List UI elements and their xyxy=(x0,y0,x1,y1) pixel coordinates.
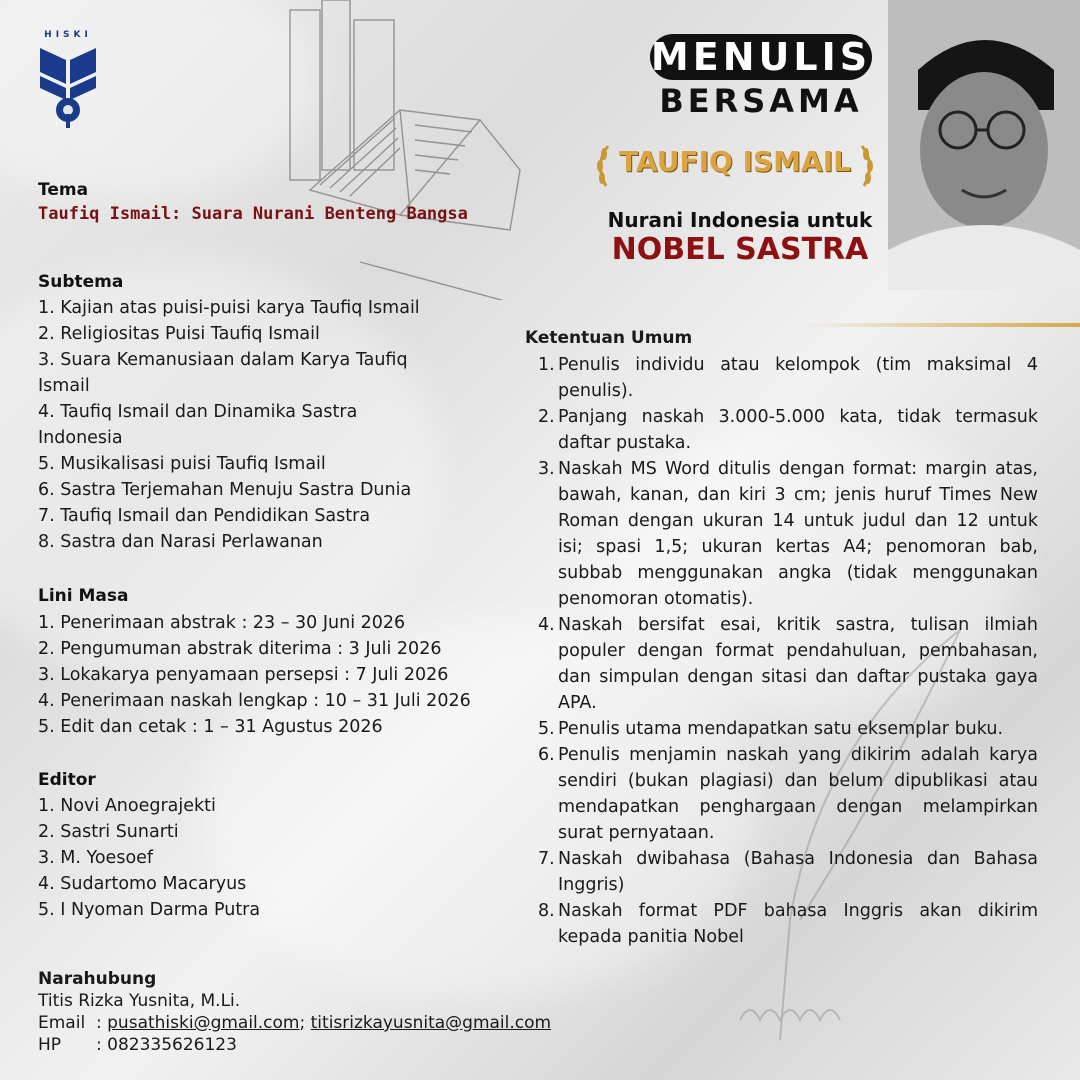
email-joiner: ; xyxy=(299,1013,306,1033)
editor-list xyxy=(38,793,260,923)
item-number: 4. xyxy=(538,615,555,635)
item-text: Penulis individu atau kelompok (tim maksimal 4 penulis). xyxy=(558,355,1038,401)
contact-name: Titis Rizka Yusnita, M.Li. xyxy=(38,991,241,1011)
list-item: 1. Penerimaan abstrak : 23 – 30 Juni 2026 xyxy=(38,613,406,633)
list-item xyxy=(538,898,1038,950)
email-row xyxy=(38,1012,551,1034)
item-text: Naskah dwibahasa (Bahasa Indonesia dan Bahasa Inggris) xyxy=(558,849,1038,895)
list-item: 4. Sudartomo Macaryus xyxy=(38,874,247,894)
item-text: Panjang naskah 3.000-5.000 kata, tidak termasuk daftar pustaka. xyxy=(558,407,1038,453)
list-item: 2. Religiositas Puisi Taufiq Ismail xyxy=(38,324,320,344)
phone-label: HP xyxy=(38,1035,62,1055)
list-item xyxy=(538,742,1038,846)
narahubung-heading: Narahubung xyxy=(38,969,157,989)
ketentuan-list xyxy=(538,352,1038,950)
list-item: 5. I Nyoman Darma Putra xyxy=(38,900,261,920)
item-number: 2. xyxy=(538,407,555,427)
hiski-logo xyxy=(36,30,100,134)
list-item xyxy=(538,716,1038,742)
book-logo-icon xyxy=(36,40,100,130)
list-item: 1. Novi Anoegrajekti xyxy=(38,796,216,816)
list-item: 3. Lokakarya penyamaan persepsi : 7 Juli 2026 xyxy=(38,665,449,685)
email-label: Email xyxy=(38,1013,86,1033)
item-number: 8. xyxy=(538,901,555,921)
list-item: 1. Kajian atas puisi-puisi karya Taufiq Ismail xyxy=(38,298,420,318)
lini-masa-heading: Lini Masa xyxy=(38,586,129,606)
list-item xyxy=(538,612,1038,716)
tema-value: Taufiq Ismail: Suara Nurani Benteng Bangsa xyxy=(38,204,468,224)
list-item xyxy=(538,846,1038,898)
list-item xyxy=(538,456,1038,612)
tema-heading: Tema xyxy=(38,180,89,200)
subtema-heading: Subtema xyxy=(38,272,124,292)
menulis-label: MENULIS xyxy=(650,35,872,79)
phone-separator: : xyxy=(96,1035,102,1055)
books-sketch-icon xyxy=(250,0,550,300)
item-number: 3. xyxy=(538,459,555,479)
portrait-icon xyxy=(888,0,1080,290)
list-item: 5. Musikalisasi puisi Taufiq Ismail xyxy=(38,454,326,474)
logo-text: HISKI xyxy=(44,30,92,40)
nobel-title: NOBEL SASTRA xyxy=(611,232,869,267)
subtema-list xyxy=(38,295,420,555)
phone-row xyxy=(38,1034,551,1056)
editor-heading: Editor xyxy=(38,770,96,790)
list-item: 5. Edit dan cetak : 1 – 31 Agustus 2026 xyxy=(38,717,383,737)
list-item: 3. M. Yoesoef xyxy=(38,848,154,868)
list-item: Indonesia xyxy=(38,428,123,448)
item-number: 7. xyxy=(538,849,555,869)
honoree-name: TAUFIQ ISMAIL xyxy=(619,145,851,178)
list-item: 4. Taufiq Ismail dan Dinamika Sastra xyxy=(38,402,358,422)
item-text: Naskah bersifat esai, kritik sastra, tulisan ilmiah populer dengan format pendahuluan, pembahasan, dan simpulan dengan sitasi dan daftar pustaka gaya APA. xyxy=(558,615,1038,713)
lini-masa-list xyxy=(38,610,471,740)
list-item: 3. Suara Kemanusiaan dalam Karya Taufiq xyxy=(38,350,408,370)
ketentuan-heading: Ketentuan Umum xyxy=(525,328,693,348)
item-number: 1. xyxy=(538,355,555,375)
list-item: 8. Sastra dan Narasi Perlawanan xyxy=(38,532,323,552)
email-separator: : xyxy=(96,1013,102,1033)
list-item xyxy=(538,404,1038,456)
tagline: Nurani Indonesia untuk xyxy=(607,208,873,232)
list-item: 4. Penerimaan naskah lengkap : 10 – 31 Juli 2026 xyxy=(38,691,471,711)
phone-number: 082335626123 xyxy=(107,1035,237,1055)
list-item: Ismail xyxy=(38,376,90,396)
email-link-primary[interactable]: pusathiski@gmail.com xyxy=(107,1013,300,1033)
gold-divider xyxy=(800,323,1080,327)
item-number: 5. xyxy=(538,719,555,739)
list-item: 2. Sastri Sunarti xyxy=(38,822,179,842)
item-text: Penulis menjamin naskah yang dikirim adalah karya sendiri (bukan plagiasi) dan belum dipublikasi atau mendapatkan penghargaan dengan melampirkan surat pernyataan. xyxy=(558,745,1038,843)
bersama-label: BERSAMA xyxy=(659,82,863,120)
portrait-photo xyxy=(888,0,1080,290)
taufiq-banner xyxy=(590,140,880,190)
list-item: 2. Pengumuman abstrak diterima : 3 Juli 2026 xyxy=(38,639,442,659)
item-text: Naskah MS Word ditulis dengan format: margin atas, bawah, kanan, dan kiri 3 cm; jenis huruf Times New Roman dengan ukuran 14 untuk judul dan 12 untuk isi; spasi 1,5; ukuran kertas A4; penomoran bab, subbab menggunakan angka (tidak menggunakan penomoran otomatis). xyxy=(558,459,1038,609)
email-link-secondary[interactable]: titisrizkayusnita@gmail.com xyxy=(310,1013,552,1033)
item-number: 6. xyxy=(538,745,555,765)
contact-block xyxy=(38,968,551,1056)
list-item xyxy=(538,352,1038,404)
list-item: 6. Sastra Terjemahan Menuju Sastra Dunia xyxy=(38,480,412,500)
item-text: Penulis utama mendapatkan satu eksemplar buku. xyxy=(558,719,1004,739)
list-item: 7. Taufiq Ismail dan Pendidikan Sastra xyxy=(38,506,371,526)
item-text: Naskah format PDF bahasa Inggris akan dikirim kepada panitia Nobel xyxy=(558,901,1038,947)
